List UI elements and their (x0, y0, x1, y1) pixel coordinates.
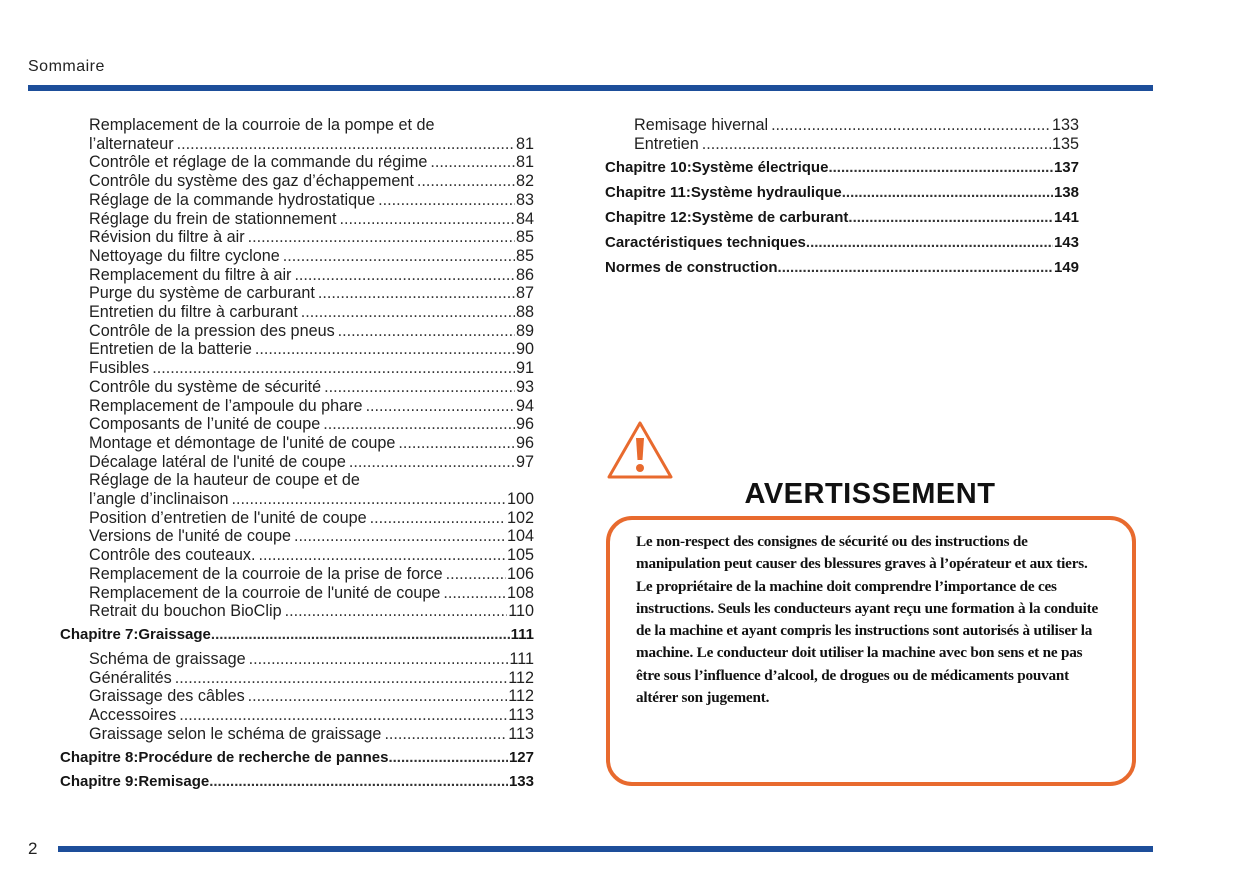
dot-leader (702, 135, 1051, 154)
toc-right-column (605, 116, 1079, 284)
toc-entry-label: Chapitre 9:Remisage (60, 772, 210, 790)
dot-leader (179, 706, 507, 725)
warning-triangle-icon (606, 420, 674, 480)
toc-entry[interactable] (60, 322, 534, 341)
dot-leader (211, 626, 510, 644)
dot-leader (324, 378, 515, 397)
dot-leader (446, 565, 506, 584)
dot-leader (285, 602, 508, 621)
toc-entry[interactable] (60, 135, 534, 154)
toc-entry-page: 96 (515, 433, 534, 452)
toc-entry[interactable] (60, 284, 534, 303)
toc-entry-label: Remplacement de la courroie de la prise de force (89, 564, 443, 583)
dot-leader (771, 116, 1051, 135)
toc-entry-label: Entretien du filtre à carburant (89, 303, 298, 322)
toc-entry[interactable] (60, 584, 534, 603)
toc-entry[interactable] (60, 378, 534, 397)
toc-chapter-entry[interactable] (605, 259, 1079, 277)
toc-entry-label: Chapitre 8:Procédure de recherche de pannes (60, 748, 389, 766)
toc-entry-label: Contrôle et réglage de la commande du régime (89, 153, 428, 172)
toc-entry-page: 133 (1051, 116, 1079, 134)
toc-entry-label: Contrôle du système de sécurité (89, 377, 322, 396)
toc-entry-label: Chapitre 12:Système de carburant (605, 209, 849, 227)
toc-entry[interactable] (60, 509, 534, 528)
toc-entry-page: 143 (1053, 234, 1079, 252)
toc-entry-label: Chapitre 7:Graissage (60, 625, 211, 643)
toc-entry[interactable] (60, 266, 534, 285)
toc-entry-page: 82 (515, 172, 534, 191)
dot-leader (175, 669, 507, 688)
toc-entry[interactable] (60, 210, 534, 229)
dot-leader (248, 687, 508, 706)
toc-entry-label: Révision du filtre à air (89, 228, 245, 247)
toc-entry-label: Contrôle du système des gaz d’échappement (89, 172, 414, 191)
toc-entry-page: 91 (515, 359, 534, 378)
toc-entry-label: l’alternateur (89, 134, 174, 153)
toc-entry[interactable] (60, 706, 534, 725)
dot-leader (249, 650, 509, 669)
toc-entry-label: Retrait du bouchon BioClip (89, 602, 282, 621)
page-number: 2 (28, 839, 38, 858)
toc-entry[interactable] (605, 116, 1079, 135)
toc-entry[interactable] (60, 602, 534, 621)
toc-entry[interactable] (60, 687, 534, 706)
toc-entry-page: 113 (508, 724, 534, 743)
toc-entry-label: Caractéristiques techniques (605, 234, 806, 252)
toc-entry-label: Remplacement de la courroie de l'unité de coupe (89, 583, 441, 602)
toc-entry-page: 112 (508, 687, 534, 706)
toc-entry-label: Réglage du frein de stationnement (89, 209, 337, 228)
toc-entry-page: 149 (1053, 259, 1079, 277)
toc-entry[interactable] (60, 172, 534, 191)
dot-leader (848, 209, 1053, 227)
dot-leader (248, 228, 515, 247)
toc-entry[interactable] (60, 546, 534, 565)
toc-entry-page: 84 (515, 209, 534, 228)
toc-entry-page: 85 (515, 228, 534, 247)
toc-entry-page: 104 (506, 527, 534, 546)
toc-entry-page: 127 (508, 748, 534, 766)
toc-entry-label: Nettoyage du filtre cyclone (89, 246, 280, 265)
dot-leader (258, 546, 506, 565)
toc-entry[interactable] (60, 359, 534, 378)
toc-entry-label: Contrôle des couteaux. (89, 546, 256, 565)
toc-entry[interactable] (60, 247, 534, 266)
toc-entry[interactable] (60, 340, 534, 359)
toc-entry-label: Composants de l’unité de coupe (89, 415, 321, 434)
dot-leader (378, 191, 515, 210)
toc-entry-label: Schéma de graissage (89, 649, 246, 668)
toc-entry-page: 138 (1053, 184, 1079, 202)
dot-leader (388, 749, 508, 767)
dot-leader (842, 184, 1053, 202)
dot-leader (430, 153, 515, 172)
toc-entry-page: 86 (515, 265, 534, 284)
toc-entry-page: 102 (506, 508, 534, 527)
dot-leader (806, 234, 1053, 252)
toc-entry-page: 81 (515, 153, 534, 172)
toc-entry[interactable] (60, 453, 534, 472)
dot-leader (366, 397, 515, 416)
toc-entry-page: 113 (508, 706, 534, 725)
dot-leader (177, 135, 515, 154)
toc-entry[interactable] (60, 565, 534, 584)
toc-entry[interactable] (60, 490, 534, 509)
toc-chapter-entry[interactable] (605, 234, 1079, 252)
dot-leader (323, 415, 515, 434)
toc-entry[interactable] (60, 434, 534, 453)
dot-leader (370, 509, 506, 528)
toc-entry-label: Graissage des câbles (89, 687, 245, 706)
dot-leader (301, 303, 515, 322)
toc-entry-page: 135 (1051, 134, 1079, 153)
toc-left-column (60, 116, 534, 797)
dot-leader (318, 284, 515, 303)
dot-leader (398, 434, 515, 453)
toc-entry-label: Entretien (634, 134, 699, 153)
toc-entry-page: 137 (1053, 159, 1079, 177)
toc-entry[interactable] (60, 527, 534, 546)
dot-leader (338, 322, 515, 341)
toc-entry-label: l’angle d’inclinaison (89, 490, 229, 509)
footer-rule (58, 846, 1153, 852)
toc-entry-label: Remisage hivernal (634, 116, 769, 134)
toc-entry-label: Purge du système de carburant (89, 284, 315, 303)
dot-leader (255, 340, 515, 359)
toc-entry-page: 111 (509, 649, 534, 668)
toc-entry[interactable] (60, 116, 534, 135)
toc-entry-page: 96 (515, 415, 534, 434)
toc-entry[interactable] (60, 397, 534, 416)
toc-entry-page: 85 (515, 246, 534, 265)
dot-leader (294, 527, 506, 546)
toc-entry-page: 90 (515, 340, 534, 359)
toc-entry-label: Remplacement de la courroie de la pompe et de (89, 116, 435, 134)
warning-text: Le non-respect des consignes de sécurité ou des instructions de manipulation peut causer des blessures graves à l’opérateur et aux tiers. Le propriétaire de la machine doit comprendre l’importance de ces instructions. Seuls les conducteurs ayant reçu une formation à la conduite de la machine et ayant compris les instructions sont autorisés à utiliser la machine. Le conducteur doit utiliser la machine avec bon sens et ne pas être sous l’influence d’alcool, de drogues ou de médicaments pouvant altérer son jugement. (636, 533, 1099, 707)
toc-chapter-entry[interactable] (60, 626, 534, 644)
toc-entry[interactable] (60, 303, 534, 322)
toc-entry-label: Fusibles (89, 359, 150, 378)
dot-leader (417, 172, 515, 191)
dot-leader (443, 584, 506, 603)
dot-leader (209, 773, 508, 791)
toc-chapter-entry[interactable] (60, 773, 534, 791)
toc-entry-page: 88 (515, 303, 534, 322)
dot-leader (778, 259, 1053, 277)
toc-entry-page: 106 (506, 564, 534, 583)
toc-entry-page: 81 (515, 134, 534, 153)
dot-leader (294, 266, 515, 285)
toc-entry-label: Normes de construction (605, 259, 778, 277)
toc-entry-page: 108 (506, 583, 534, 602)
toc-entry-label: Remplacement du filtre à air (89, 265, 292, 284)
toc-chapter-entry[interactable] (605, 209, 1079, 227)
dot-leader (152, 359, 515, 378)
toc-entry[interactable] (60, 153, 534, 172)
toc-entry-label: Réglage de la commande hydrostatique (89, 190, 376, 209)
toc-entry-page: 141 (1053, 209, 1079, 227)
toc-chapter-entry[interactable] (605, 184, 1079, 202)
toc-entry-page: 112 (508, 668, 534, 687)
toc-entry-label: Chapitre 11:Système hydraulique (605, 184, 842, 202)
toc-chapter-entry[interactable] (605, 159, 1079, 177)
toc-entry-page: 89 (515, 321, 534, 340)
toc-entry-label: Contrôle de la pression des pneus (89, 321, 335, 340)
toc-entry[interactable] (60, 725, 534, 744)
toc-entry-label: Accessoires (89, 706, 177, 725)
toc-entry-label: Décalage latéral de l'unité de coupe (89, 452, 346, 471)
toc-entry[interactable] (60, 650, 534, 669)
toc-entry-page: 133 (508, 772, 534, 790)
dot-leader (339, 210, 515, 229)
page-title: Sommaire (28, 58, 105, 75)
toc-entry[interactable] (605, 135, 1079, 154)
toc-entry[interactable] (60, 669, 534, 688)
toc-entry-page: 87 (515, 284, 534, 303)
toc-entry-page: 105 (506, 546, 534, 565)
toc-entry-label: Remplacement de l’ampoule du phare (89, 396, 363, 415)
toc-entry-page: 111 (510, 625, 534, 643)
dot-leader (231, 490, 506, 509)
toc-entry-label: Réglage de la hauteur de coupe et de (89, 471, 360, 490)
toc-entry-label: Entretien de la batterie (89, 340, 252, 359)
toc-entry-label: Graissage selon le schéma de graissage (89, 724, 382, 743)
toc-entry[interactable] (60, 228, 534, 247)
toc-entry[interactable] (60, 471, 534, 490)
header-rule (28, 85, 1153, 91)
toc-entry-page: 100 (506, 490, 534, 509)
toc-entry-page: 97 (515, 452, 534, 471)
toc-entry-label: Position d’entretien de l'unité de coupe (89, 508, 367, 527)
toc-entry-label: Généralités (89, 668, 172, 687)
toc-entry-page: 93 (515, 377, 534, 396)
warning-heading: AVERTISSEMENT (744, 478, 996, 510)
toc-entry-page: 83 (515, 190, 534, 209)
toc-entry-label: Montage et démontage de l'unité de coupe (89, 433, 396, 452)
toc-entry-page: 110 (508, 602, 534, 621)
toc-entry-page: 94 (515, 396, 534, 415)
dot-leader (283, 247, 515, 266)
toc-chapter-entry[interactable] (60, 749, 534, 767)
toc-entry[interactable] (60, 191, 534, 210)
toc-entry-label: Versions de l'unité de coupe (89, 527, 291, 546)
toc-entry[interactable] (60, 415, 534, 434)
dot-leader (384, 725, 507, 744)
dot-leader (828, 159, 1053, 177)
dot-leader (349, 453, 515, 472)
toc-entry-label: Chapitre 10:Système électrique (605, 159, 829, 177)
